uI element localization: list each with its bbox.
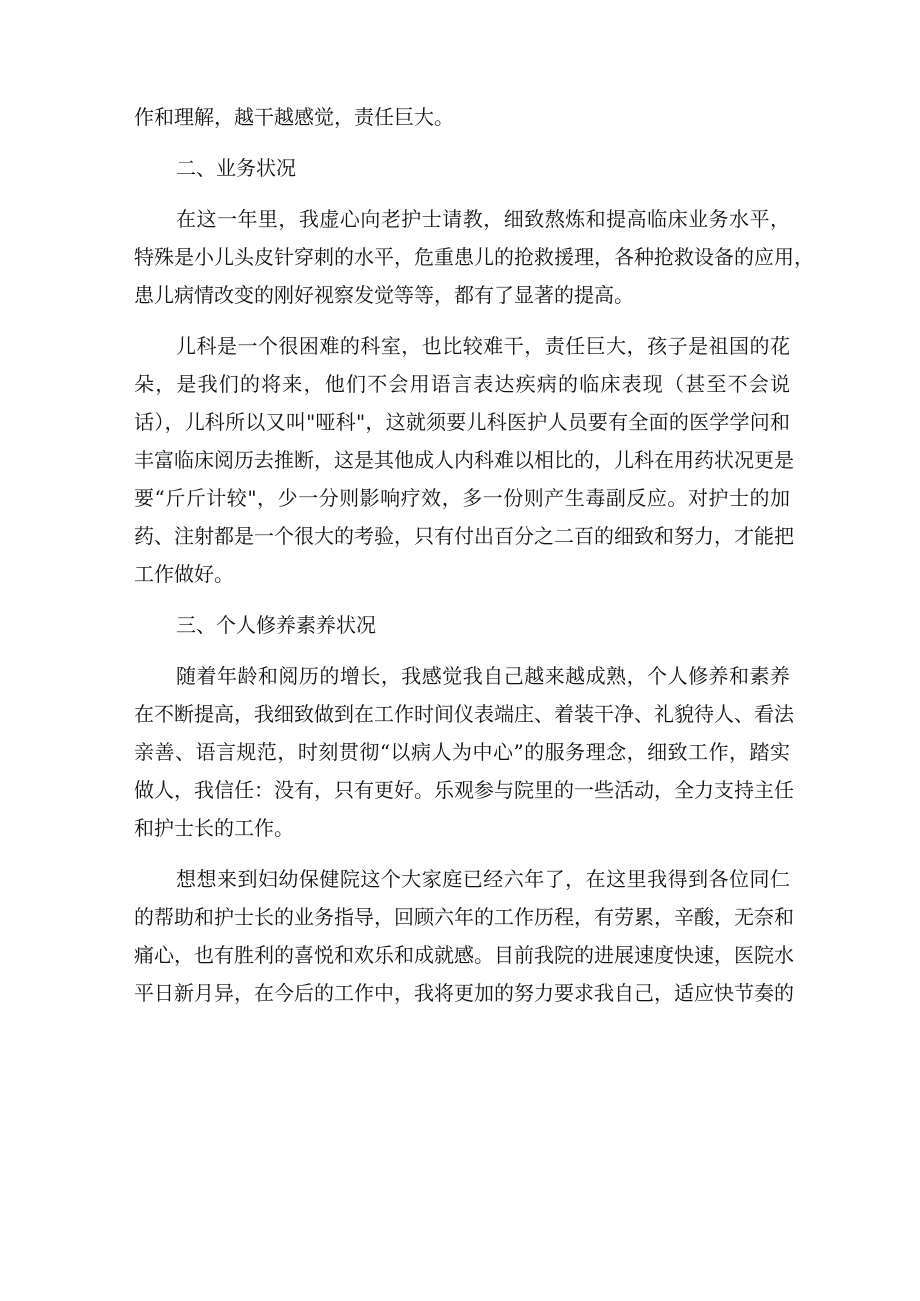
text-line: 和护士长的工作。 xyxy=(134,816,294,840)
text-line: 痛心，也有胜利的喜悦和欢乐和成就感。目前我院的进展速度快速，医院水 xyxy=(134,943,794,967)
text-line: 特殊是小儿头皮针穿刺的水平，危重患儿的抢救援理，各种抢救设备的应用， xyxy=(134,245,814,269)
section-heading-personal: 三、个人修养素养状况 xyxy=(176,613,376,637)
section-heading-business: 二、业务状况 xyxy=(176,156,296,180)
paragraph-personal xyxy=(134,657,794,847)
text-line: 要“斤斤计较"，少一分则影响疗效，多一份则产生毒副反应。对护士的加 xyxy=(134,486,790,510)
document-page xyxy=(134,98,814,1025)
text-line: 患儿病情改变的刚好视察发觉等等，都有了显著的提高。 xyxy=(134,283,634,307)
paragraph-reflection xyxy=(134,860,794,1012)
text-line: 药、注射都是一个很大的考验，只有付出百分之二百的细致和努力，才能把 xyxy=(134,524,794,548)
paragraph-pediatrics xyxy=(134,327,794,593)
text-line: 朵，是我们的将来，他们不会用语言表达疾病的临床表现（甚至不会说 xyxy=(134,372,790,396)
text-line: 话），儿科所以又叫"哑科"，这就须要儿科医护人员要有全面的医学学问和 xyxy=(134,410,790,434)
text-line: 随着年龄和阅历的增长，我感觉我自己越来越成熟，个人修养和素养 xyxy=(176,664,790,688)
paragraph-continuation xyxy=(134,98,790,136)
text-line: 想想来到妇幼保健院这个大家庭已经六年了，在这里我得到各位同仁 xyxy=(176,867,790,891)
text-line: 的帮助和护士长的业务指导，回顾六年的工作历程，有劳累，辛酸，无奈和 xyxy=(134,905,794,929)
text-line: 在这一年里，我虚心向老护士请教，细致熬炼和提高临床业务水平， xyxy=(176,207,790,231)
text-line: 平日新月异，在今后的工作中，我将更加的努力要求我自己，适应快节奏的 xyxy=(134,981,794,1005)
text-line: 儿科是一个很困难的科室，也比较难干，责任巨大，孩子是祖国的花 xyxy=(176,334,790,358)
text-line: 做人，我信任：没有，只有更好。乐观参与院里的一些活动，全力支持主任 xyxy=(134,778,794,802)
text-line: 丰富临床阅历去推断，这是其他成人内科难以相比的，儿科在用药状况更是 xyxy=(134,448,794,472)
text-line: 亲善、语言规范，时刻贯彻“以病人为中心”的服务理念，细致工作，踏实 xyxy=(134,740,790,764)
text-line: 作和理解，越干越感觉，责任巨大。 xyxy=(134,105,454,129)
paragraph-business xyxy=(134,200,814,314)
text-line: 工作做好。 xyxy=(134,562,234,586)
text-line: 在不断提高，我细致做到在工作时间仪表端庄、着装干净、礼貌待人、看法 xyxy=(134,702,794,726)
